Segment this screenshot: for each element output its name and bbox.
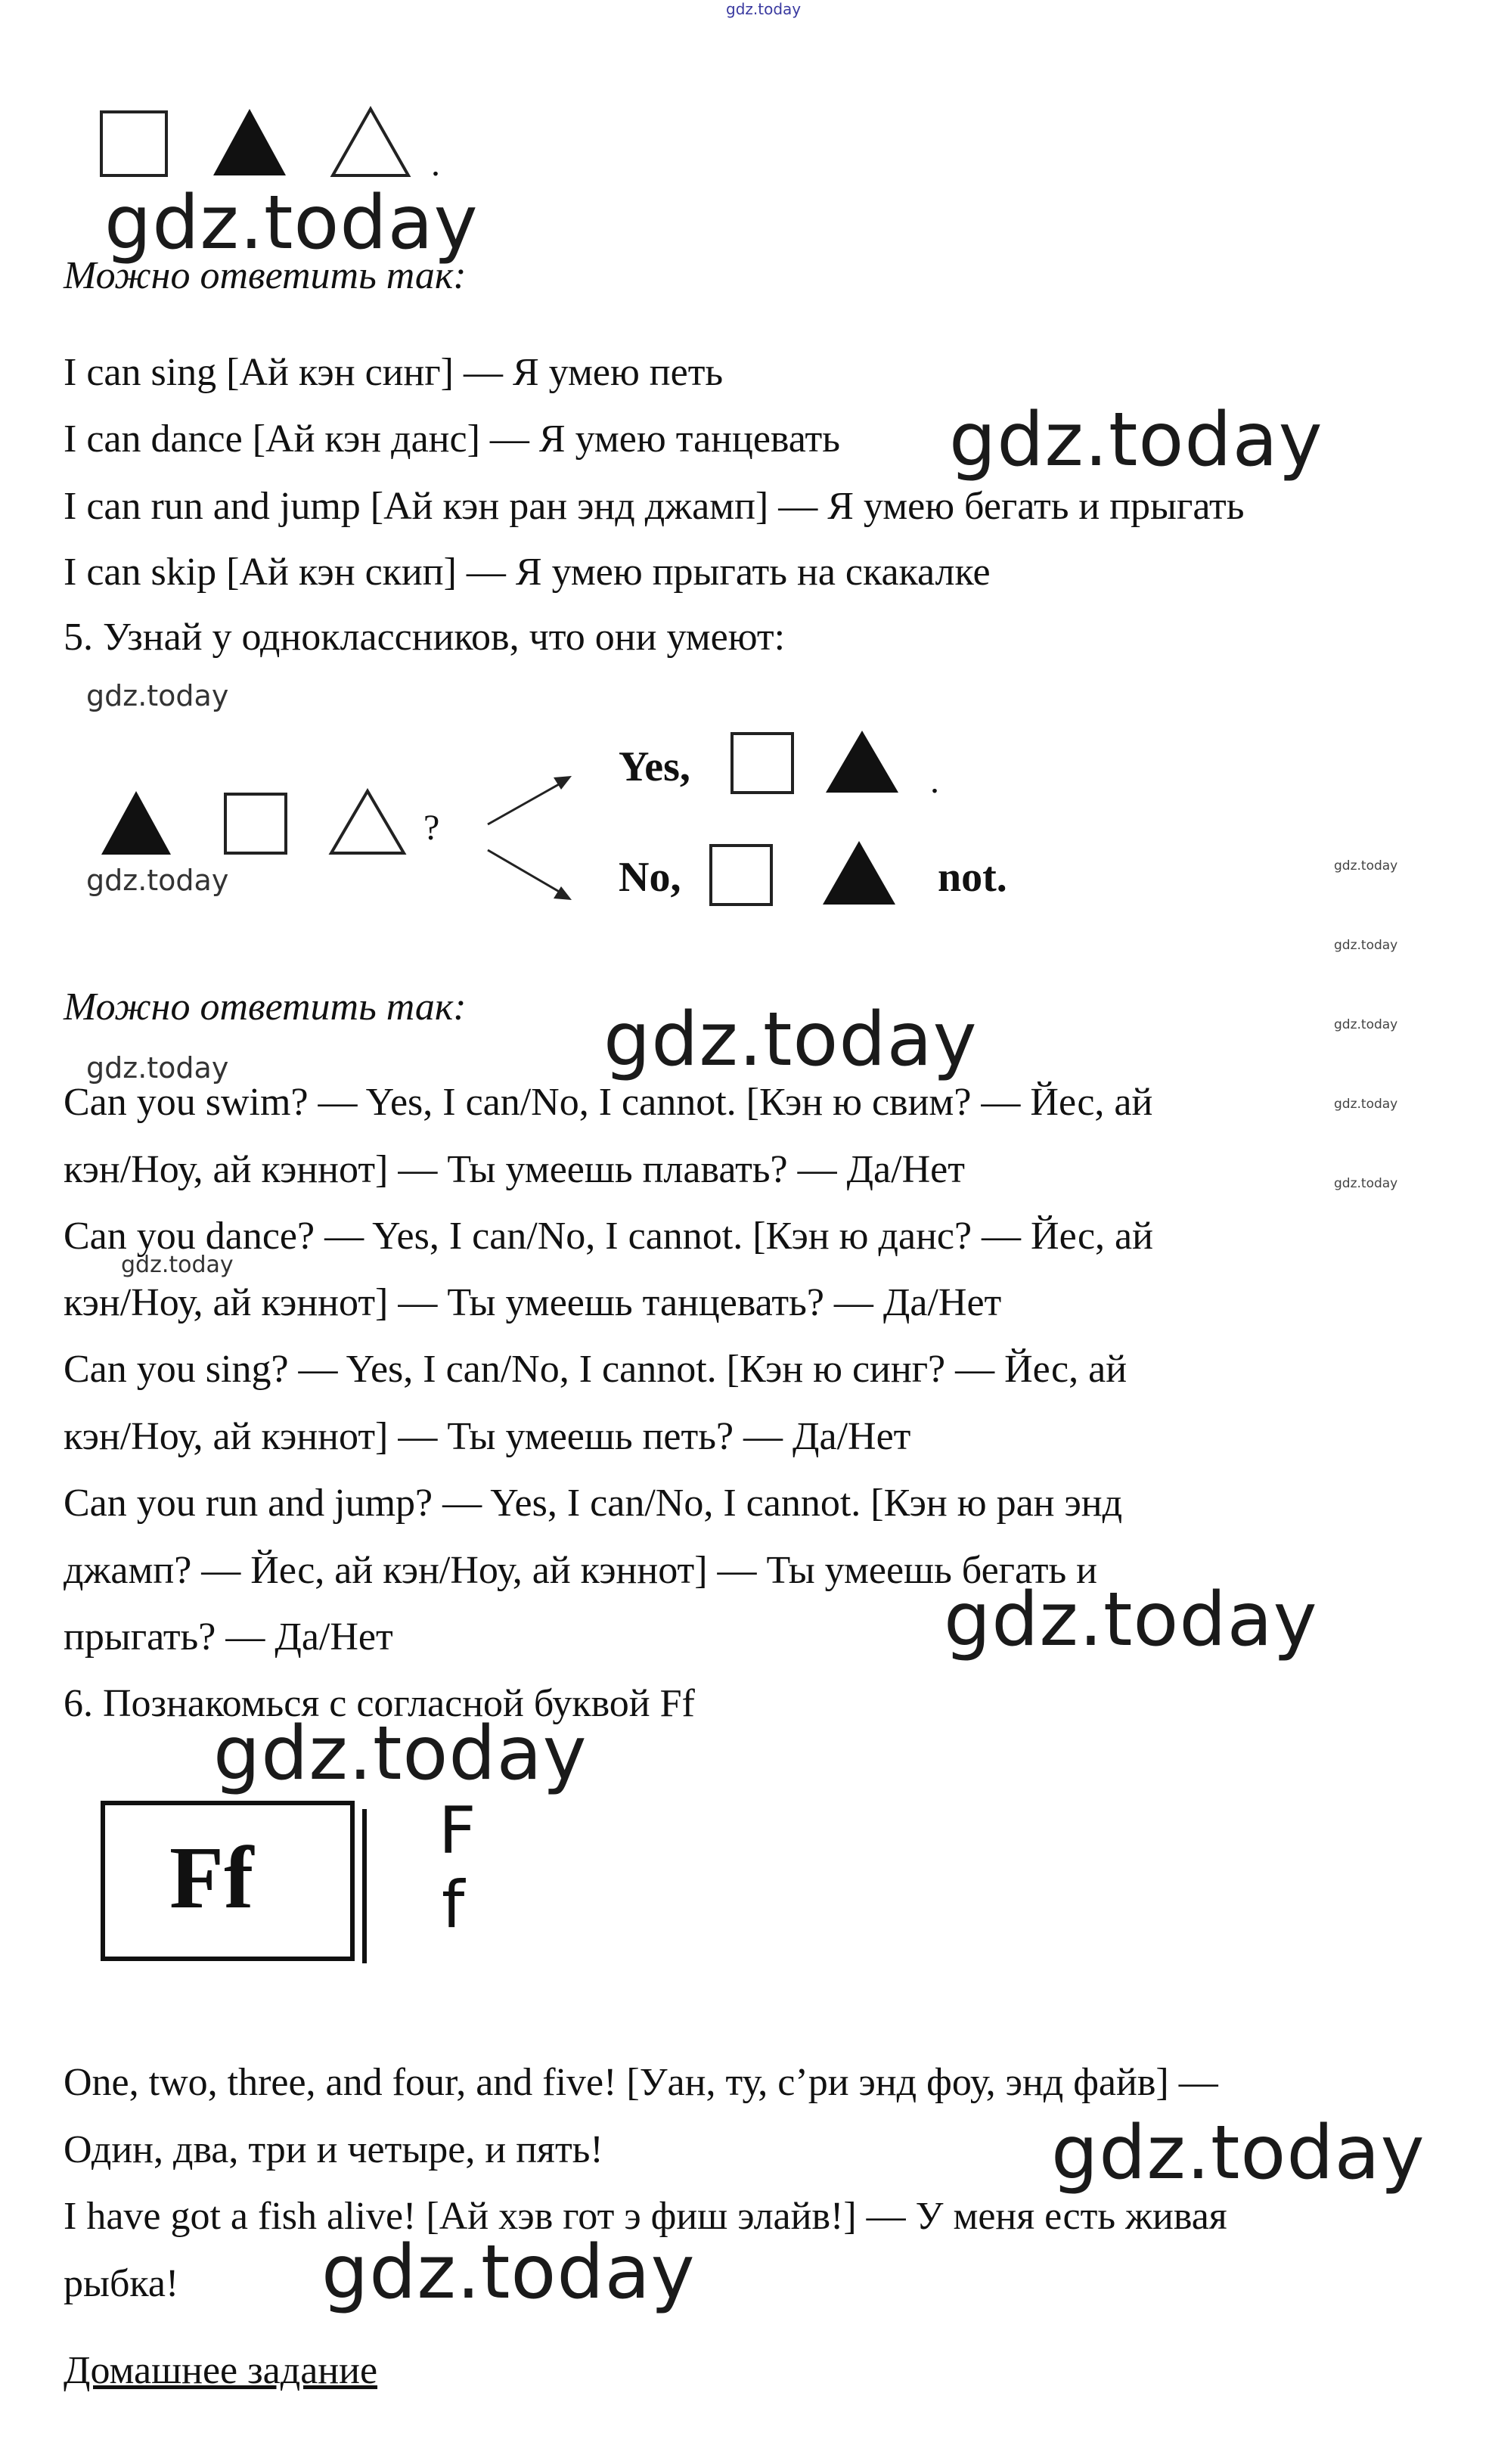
poem-line: I have got a fish alive! [Ай хэв гот э фиш элайв!] — У меня есть живая bbox=[64, 2195, 1227, 2238]
answer-line: Can you swim? — Yes, I can/No, I cannot. [Кэн ю свим? — Йес, ай bbox=[64, 1081, 1153, 1124]
watermark: gdz.today bbox=[1334, 1176, 1398, 1191]
square-symbol bbox=[101, 112, 166, 175]
answer-line: кэн/Ноу, ай кэннот] — Ты умеешь плавать? — Да/Нет bbox=[64, 1148, 965, 1191]
filled-triangle-symbol bbox=[101, 791, 171, 855]
answer-line: кэн/Ноу, ай кэннот] — Ты умеешь танцевать? — Да/Нет bbox=[64, 1281, 1002, 1324]
letter-upper: F bbox=[439, 1793, 476, 1869]
watermark: gdz.today bbox=[86, 679, 229, 712]
watermark: gdz.today bbox=[1334, 858, 1398, 874]
watermark: gdz.today bbox=[121, 1252, 234, 1278]
answer-line: I can skip [Ай кэн скип] — Я умею прыгать на скакалке bbox=[64, 551, 991, 594]
poem-line: Один, два, три и четыре, и пять! bbox=[64, 2128, 603, 2171]
no-suffix: not. bbox=[938, 854, 1007, 901]
letter-lower: f bbox=[442, 1867, 465, 1943]
top-watermark: gdz.today bbox=[726, 0, 802, 18]
answer-line: I can dance [Ай кэн данс] — Я умею танцевать bbox=[64, 417, 840, 461]
letter-ff-illustration bbox=[91, 1792, 514, 1981]
filled-triangle-symbol bbox=[826, 731, 898, 793]
watermark: gdz.today bbox=[603, 997, 978, 1083]
answer-line: Can you sing? — Yes, I can/No, I cannot. [Кэн ю синг? — Йес, ай bbox=[64, 1348, 1128, 1391]
question-answer-diagram bbox=[91, 711, 1074, 930]
outline-triangle-symbol bbox=[331, 791, 404, 853]
answer-line: прыгать? — Да/Нет bbox=[64, 1615, 393, 1659]
answer-line: I can run and jump [Ай кэн ран энд джамп] — Я умею бегать и прыгать bbox=[64, 485, 1245, 528]
answer-intro: Можно ответить так: bbox=[64, 254, 467, 297]
arrow-up bbox=[488, 780, 566, 824]
task6-title: 6. Познакомься с согласной буквой Ff bbox=[64, 1682, 695, 1725]
task5-title: 5. Узнай у одноклассников, что они умеют: bbox=[64, 616, 786, 659]
answer-line: джамп? — Йес, ай кэн/Ноу, ай кэннот] — Ты умеешь бегать и bbox=[64, 1549, 1097, 1592]
outline-triangle-symbol bbox=[333, 109, 408, 175]
arrow-down bbox=[488, 850, 566, 895]
watermark: gdz.today bbox=[1051, 2110, 1425, 2196]
answer-line: I can sing [Ай кэн синг] — Я умею петь bbox=[64, 351, 724, 394]
watermark: gdz.today bbox=[104, 180, 479, 266]
question-mark: ? bbox=[423, 808, 440, 848]
answer-line: кэн/Ноу, ай кэннот] — Ты умеешь петь? — Да/Нет bbox=[64, 1415, 911, 1458]
poem-line: One, two, three, and four, and five! [Уан, ту, с’ри энд фоу, энд файв] — bbox=[64, 2061, 1218, 2104]
answer-intro: Можно ответить так: bbox=[64, 985, 467, 1029]
watermark: gdz.today bbox=[86, 864, 229, 897]
symbols-row-illustration bbox=[91, 98, 469, 189]
watermark: gdz.today bbox=[944, 1577, 1318, 1663]
watermark: gdz.today bbox=[949, 397, 1323, 483]
watermark: gdz.today bbox=[1334, 1097, 1398, 1112]
yes-period: . bbox=[930, 761, 939, 801]
watermark: gdz.today bbox=[1334, 938, 1398, 953]
arrow-down-head bbox=[554, 886, 572, 900]
yes-label: Yes, bbox=[619, 743, 690, 790]
symbols-period: . bbox=[431, 144, 440, 184]
watermark: gdz.today bbox=[213, 1711, 588, 1797]
poem-line: рыбка! bbox=[64, 2262, 179, 2305]
square-symbol bbox=[225, 794, 286, 853]
answer-line: Can you dance? — Yes, I can/No, I cannot. [Кэн ю данс? — Йес, ай bbox=[64, 1215, 1153, 1258]
square-symbol bbox=[732, 734, 793, 793]
no-label: No, bbox=[619, 854, 681, 901]
watermark: gdz.today bbox=[86, 1051, 229, 1085]
filled-triangle-symbol bbox=[823, 841, 895, 905]
letter-card-text: Ff bbox=[169, 1828, 254, 1927]
square-symbol bbox=[711, 846, 771, 905]
arrow-up-head bbox=[554, 776, 572, 790]
watermark: gdz.today bbox=[321, 2230, 696, 2316]
answer-line: Can you run and jump? — Yes, I can/No, I cannot. [Кэн ю ран энд bbox=[64, 1482, 1123, 1525]
homework-link[interactable]: Домашнее задание bbox=[64, 2349, 378, 2392]
watermark: gdz.today bbox=[1334, 1017, 1398, 1032]
filled-triangle-symbol bbox=[213, 109, 286, 175]
